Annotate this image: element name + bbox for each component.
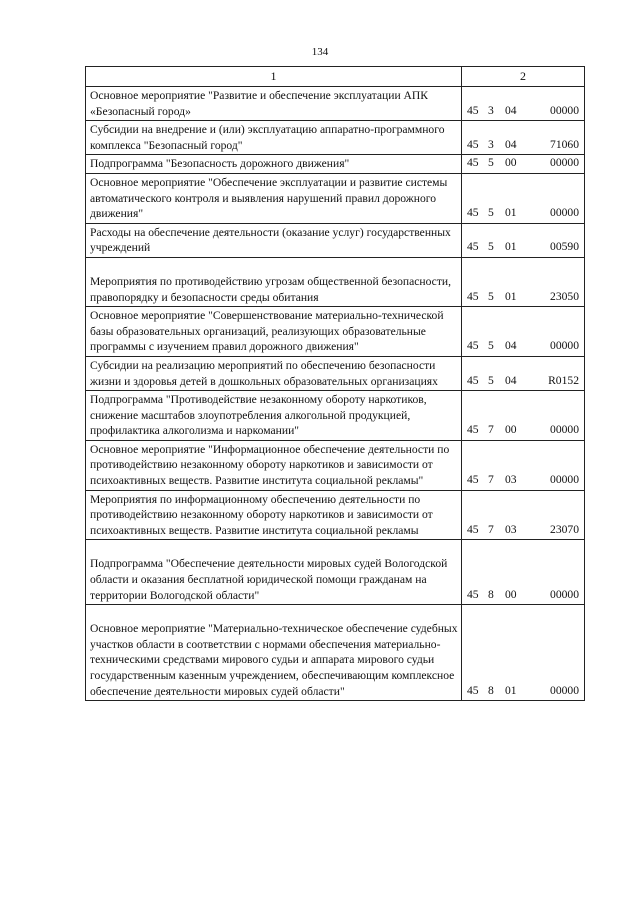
- code-part-c2: 8: [488, 587, 494, 601]
- code-part-c4: 71060: [550, 137, 579, 151]
- code-part-c1: 45: [467, 373, 479, 387]
- header-col-2: 2: [462, 67, 585, 87]
- budget-table: [85, 66, 585, 701]
- code-part-c2: 5: [488, 289, 494, 303]
- code-part-c3: 01: [505, 240, 517, 254]
- code-part-c4: 00000: [550, 587, 579, 601]
- code-part-c4: 00000: [550, 339, 579, 353]
- row-description-text: Основное мероприятие "Обеспечение эксплуатации и развитие системы автоматического контроля и выявления нарушений правил дорожного движения": [90, 175, 448, 221]
- code-part-c1: 45: [467, 206, 479, 220]
- code-part-c1: 45: [467, 289, 479, 303]
- code-part-c2: 5: [488, 206, 494, 220]
- page-number: 134: [311, 46, 329, 58]
- code-part-c4: 00590: [550, 240, 579, 254]
- code-part-c2: 7: [488, 473, 494, 487]
- table-row: [86, 307, 585, 357]
- code-part-c4: 00000: [550, 473, 579, 487]
- row-description-text: Основное мероприятие "Материально-техническое обеспечение судебных участков области в соответствии с нормами обеспечения материально-техническими средствами мирового судьи и аппарата мирового судьи государственным казенным учреждением, обеспечивающим комплексное обеспечение деятельности мировых судей области": [90, 622, 458, 698]
- code-part-c4: 00000: [550, 683, 579, 697]
- code-part-c3: 03: [505, 522, 517, 536]
- code-part-c3: 00: [505, 156, 517, 170]
- code-part-c4: 00000: [550, 103, 579, 117]
- row-description-text: Основное мероприятие "Совершенствование материально-технической базы образовательных организаций, реализующих образовательные программы с изучением правил дорожного движения": [90, 309, 444, 354]
- row-description: [86, 257, 462, 306]
- row-description-text: Мероприятия по информационному обеспечению деятельности по противодействию незаконному обороту наркотиков и зависимости от психоактивных веществ. Развитие института социальной рекламы: [90, 492, 433, 537]
- code-part-c1: 45: [467, 156, 479, 170]
- row-description-text: Подпрограмма "Обеспечение деятельности мировых судей Вологодской области и оказания бесплатной юридической помощи гражданам на территории Вологодской области": [90, 557, 448, 602]
- table-row: [86, 173, 585, 223]
- row-description: [86, 173, 462, 223]
- table-row: [86, 391, 585, 441]
- code-part-c3: 04: [505, 339, 517, 353]
- code-part-c1: 45: [467, 587, 479, 601]
- code-part-c1: 45: [467, 473, 479, 487]
- row-code: [462, 257, 585, 306]
- row-description: [86, 540, 462, 605]
- code-part-c3: 00: [505, 423, 517, 437]
- code-part-c3: 04: [505, 373, 517, 387]
- table-row: [86, 121, 585, 155]
- row-code: [462, 155, 585, 174]
- row-code: [462, 356, 585, 390]
- row-description-text: Подпрограмма "Противодействие незаконному обороту наркотиков, снижение масштабов злоупотребления алкогольной продукцией, профилактика алкоголизма и наркомании": [90, 393, 427, 438]
- row-description: [86, 356, 462, 390]
- row-code: [462, 540, 585, 605]
- code-part-c1: 45: [467, 103, 479, 117]
- row-code: [462, 223, 585, 257]
- code-part-c2: 8: [488, 683, 494, 697]
- row-description-text: Субсидии на реализацию мероприятий по обеспечению безопасности жизни и здоровья детей в дошкольных образовательных организациях: [90, 358, 438, 388]
- code-part-c3: 01: [505, 206, 517, 220]
- code-part-c3: 03: [505, 473, 517, 487]
- table-row: [86, 440, 585, 490]
- code-part-c2: 7: [488, 423, 494, 437]
- table-row: [86, 257, 585, 306]
- row-code: [462, 490, 585, 540]
- row-description-text: Мероприятия по противодействию угрозам общественной безопасности, правопорядку и безопасности среды обитания: [90, 274, 451, 304]
- code-part-c1: 45: [467, 240, 479, 254]
- table-row: [86, 356, 585, 390]
- code-part-c3: 04: [505, 103, 517, 117]
- row-description-text: Субсидии на внедрение и (или) эксплуатацию аппаратно-программного комплекса "Безопасный город": [90, 123, 445, 152]
- code-part-c2: 5: [488, 240, 494, 254]
- code-part-c4: 23050: [550, 289, 579, 303]
- row-code: [462, 173, 585, 223]
- row-code: [462, 391, 585, 441]
- code-part-c2: 5: [488, 339, 494, 353]
- code-part-c2: 5: [488, 156, 494, 170]
- code-part-c1: 45: [467, 683, 479, 697]
- code-part-c3: 01: [505, 289, 517, 303]
- code-part-c2: 5: [488, 373, 494, 387]
- table-row: [86, 540, 585, 605]
- row-description-text: Основное мероприятие "Информационное обеспечение деятельности по противодействию незаконному обороту наркотиков и зависимости от психоактивных веществ. Развитие института социальной рекламы": [90, 442, 450, 488]
- code-part-c1: 45: [467, 339, 479, 353]
- row-code: [462, 605, 585, 701]
- header-col-1: 1: [86, 67, 462, 87]
- table-row: [86, 87, 585, 121]
- code-part-c3: 01: [505, 683, 517, 697]
- code-part-c1: 45: [467, 137, 479, 151]
- row-code: [462, 440, 585, 490]
- table-row: [86, 223, 585, 257]
- row-description: [86, 155, 462, 174]
- code-part-c2: 3: [488, 137, 494, 151]
- code-part-c2: 7: [488, 522, 494, 536]
- code-part-c1: 45: [467, 423, 479, 437]
- code-part-c1: 45: [467, 522, 479, 536]
- row-description: [86, 121, 462, 155]
- code-part-c4: 00000: [550, 206, 579, 220]
- table-row: [86, 490, 585, 540]
- row-description: [86, 440, 462, 490]
- row-description: [86, 605, 462, 701]
- table-row: [86, 155, 585, 174]
- row-code: [462, 307, 585, 357]
- code-part-c3: 00: [505, 587, 517, 601]
- table-body: [86, 87, 585, 701]
- code-part-c2: 3: [488, 103, 494, 117]
- code-part-c4: R0152: [548, 373, 579, 387]
- code-part-c4: 00000: [550, 156, 579, 170]
- code-part-c4: 23070: [550, 522, 579, 536]
- row-description: [86, 307, 462, 357]
- row-description: [86, 87, 462, 121]
- row-code: [462, 121, 585, 155]
- row-description-text: Расходы на обеспечение деятельности (оказание услуг) государственных учреждений: [90, 225, 451, 255]
- row-description-text: Основное мероприятие "Развитие и обеспечение эксплуатации АПК «Безопасный город»: [90, 89, 429, 118]
- row-description: [86, 490, 462, 540]
- row-description: [86, 223, 462, 257]
- code-part-c4: 00000: [550, 423, 579, 437]
- row-code: [462, 87, 585, 121]
- table-row: [86, 605, 585, 701]
- row-description: [86, 391, 462, 441]
- table-header-row: [86, 67, 585, 87]
- row-description-text: Подпрограмма "Безопасность дорожного движения": [90, 157, 350, 171]
- code-part-c3: 04: [505, 137, 517, 151]
